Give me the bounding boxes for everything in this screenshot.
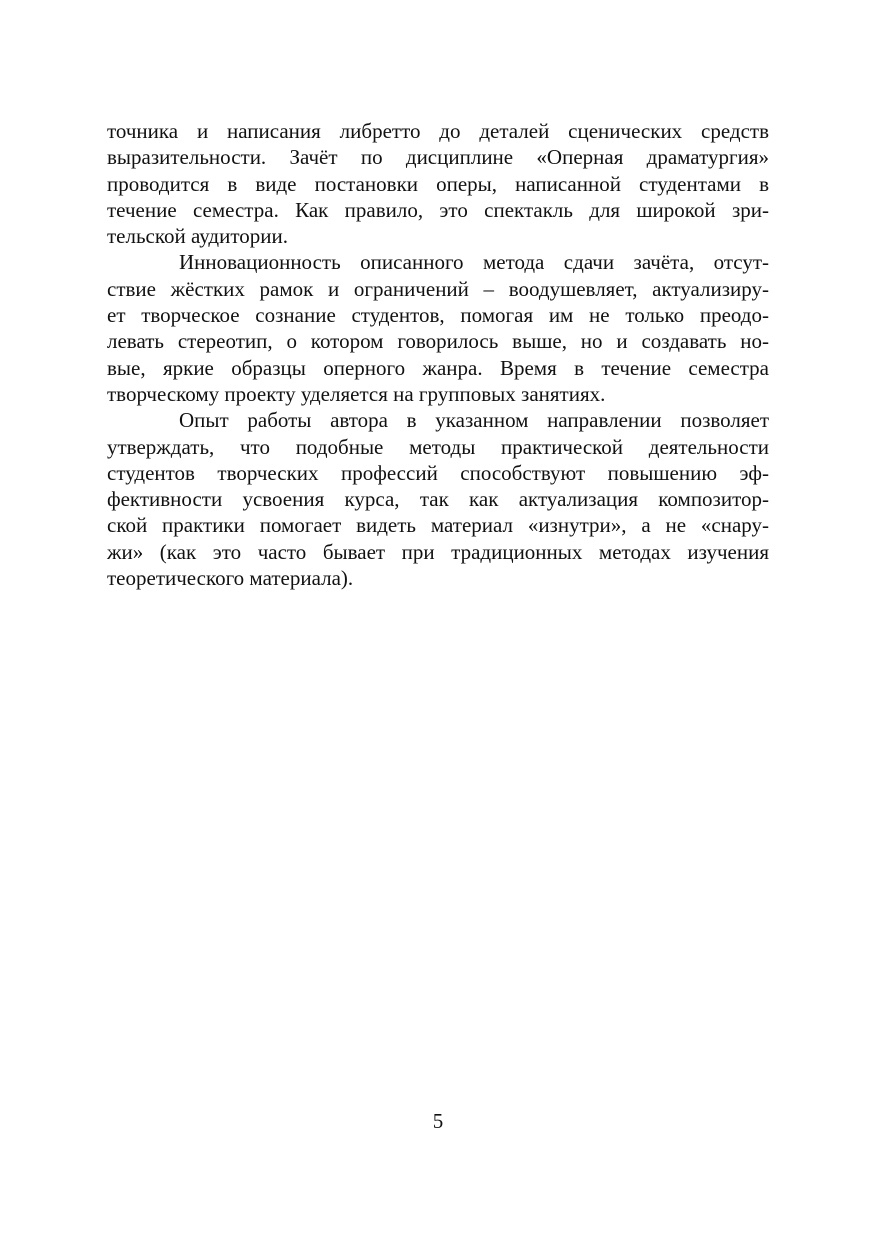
text-line: творческому проекту уделяется на групповых занятиях.	[107, 381, 606, 406]
paragraph-1	[107, 118, 769, 249]
text-line: течение семестра. Как правило, это спектакль для широкой зри-	[107, 197, 769, 222]
text-line: фективности усвоения курса, так как актуализация композитор-	[107, 487, 769, 512]
text-line: теоретического материала).	[107, 566, 354, 591]
paragraph-3	[107, 407, 769, 591]
text-line: утверждать, что подобные методы практической деятельности	[107, 434, 769, 459]
text-line: студентов творческих профессий способствуют повышению эф-	[107, 460, 769, 485]
body-text	[107, 118, 769, 591]
text-line: Инновационность описанного метода сдачи зачёта, отсут-	[179, 250, 769, 275]
text-line: жи» (как это часто бывает при традиционных методах изучения	[107, 539, 769, 564]
text-line: ствие жёстких рамок и ограничений – воодушевляет, актуализиру-	[107, 276, 769, 301]
page-number: 5	[432, 1109, 444, 1133]
text-line: Опыт работы автора в указанном направлении позволяет	[179, 408, 769, 433]
text-line: ской практики помогает видеть материал «изнутри», а не «снару-	[107, 513, 769, 538]
text-line: проводится в виде постановки оперы, написанной студентами в	[107, 171, 769, 196]
text-line: вые, яркие образцы оперного жанра. Время в течение семестра	[107, 355, 769, 380]
text-line: выразительности. Зачёт по дисциплине «Оперная драматургия»	[107, 145, 769, 170]
text-line: левать стереотип, о котором говорилось выше, но и создавать но-	[107, 329, 769, 354]
text-line: точника и написания либретто до деталей сценических средств	[107, 119, 769, 143]
paragraph-2	[107, 249, 769, 407]
text-line: тельской аудитории.	[107, 224, 288, 249]
text-line: ет творческое сознание студентов, помогая им не только преодо-	[107, 303, 769, 328]
